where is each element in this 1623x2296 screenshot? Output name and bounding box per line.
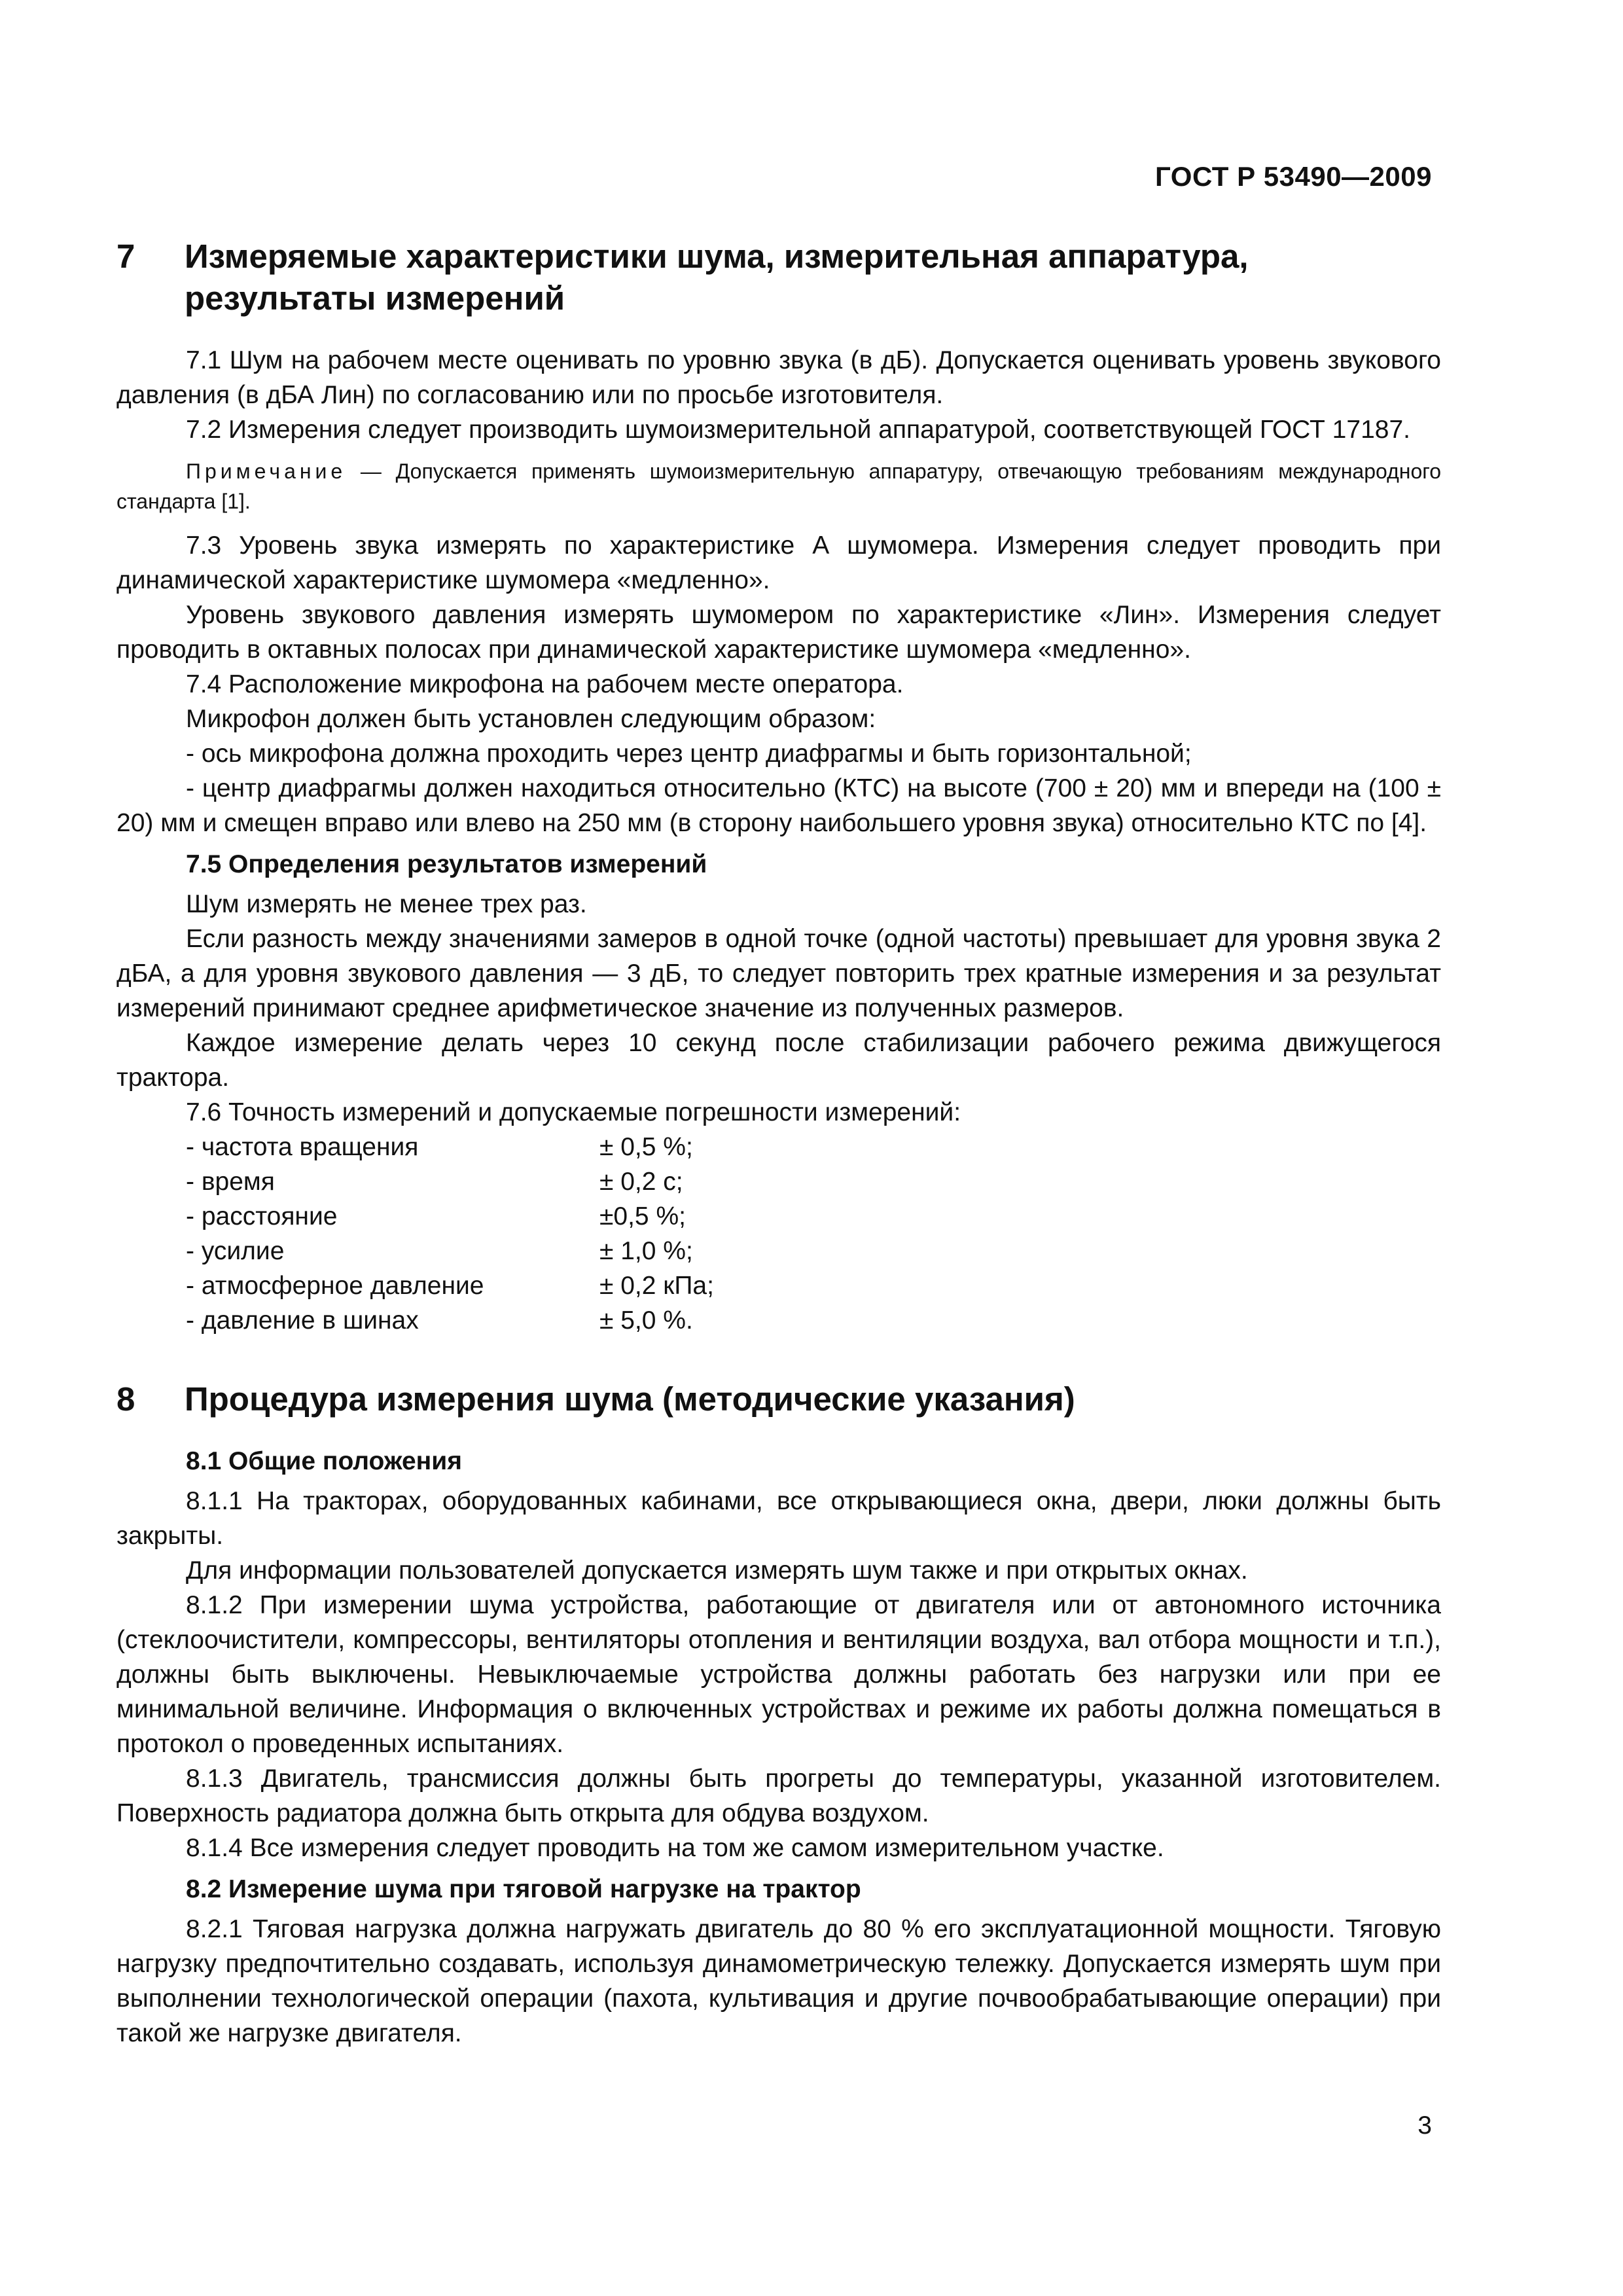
tolerance-value: ± 0,2 с; <box>599 1168 683 1196</box>
section-8-heading <box>116 1378 1441 1420</box>
paragraph-8-1-1: 8.1.1 На тракторах, оборудованных кабинами, все открывающиеся окна, двери, люки должны быть закрыты. <box>116 1487 1441 1550</box>
tolerance-value: ± 0,2 кПа; <box>599 1272 714 1300</box>
subsection-7-5-heading: 7.5 Определения результатов измерений <box>186 850 707 878</box>
subsection-8-2-heading: 8.2 Измерение шума при тяговой нагрузке на трактор <box>186 1875 861 1903</box>
note <box>116 456 1441 516</box>
tolerance-row <box>116 1234 1441 1268</box>
note-text: — Допускается применять шумоизмерительную аппаратуру, отвечающую требованиям международного стандарта [1]. <box>116 459 1442 513</box>
section-7-heading <box>116 236 1441 319</box>
tolerance-row <box>116 1199 1441 1234</box>
section-8-title: Процедура измерения шума (методические указания) <box>185 1380 1075 1418</box>
tolerance-label: - усилие <box>186 1237 285 1265</box>
paragraph-8-1-3: 8.1.3 Двигатель, трансмиссия должны быть прогреты до температуры, указанной изготовителем. Поверхность радиатора должна быть открыта для обдува воздухом. <box>116 1765 1441 1827</box>
paragraph-7-3-b: Уровень звукового давления измерять шумомером по характеристике «Лин». Измерения следует проводить в октавных полосах при динамической характеристике шумомера «медленно». <box>116 601 1441 664</box>
tolerance-label: - расстояние <box>186 1202 338 1230</box>
paragraph-7-5-b: Если разность между значениями замеров в одной точке (одной частоты) превышает для уровня звука 2 дБА, а для уровня звукового давления — 3 дБ, то следует повторить трех кратные измерения и за результат измерений принимают среднее арифметическое значение из полученных размеров. <box>116 925 1441 1022</box>
section-7-number: 7 <box>116 238 135 275</box>
tolerance-list <box>116 1130 1441 1338</box>
paragraph-7-5-a: Шум измерять не менее трех раз. <box>186 890 587 918</box>
tolerance-label: - атмосферное давление <box>186 1272 484 1300</box>
page-content <box>116 236 1441 2051</box>
paragraph-8-2-1: 8.2.1 Тяговая нагрузка должна нагружать двигатель до 80 % его эксплуатационной мощности. Тяговую нагрузку предпочтительно создавать, используя динамометрическую тележку. Допускается измерять шум при выполнении технологической операции (пахота, культивация и другие почвообрабатывающие операции) при такой же нагрузке двигателя. <box>116 1915 1441 2047</box>
page-number: 3 <box>1418 2111 1432 2140</box>
tolerance-row <box>116 1130 1441 1164</box>
tolerance-value: ± 0,5 %; <box>599 1133 693 1161</box>
paragraph-7-2: 7.2 Измерения следует производить шумоизмерительной аппаратурой, соответствующей ГОСТ 17187. <box>186 416 1410 444</box>
paragraph-8-1-2: 8.1.2 При измерении шума устройства, работающие от двигателя или от автономного источника (стеклоочистители, компрессоры, вентиляторы отопления и вентиляции воздуха, вал отбора мощности и т.п.), должны быть выключены. Невыключаемые устройства должны работать без нагрузки или при ее минимальной величине. Информация о включенных устройствах и режиме их работы должна помещаться в протокол о проведенных испытаниях. <box>116 1591 1441 1758</box>
tolerance-value: ± 5,0 %. <box>599 1306 693 1335</box>
note-label: Примечание <box>186 459 347 483</box>
paragraph-7-4-c: - ось микрофона должна проходить через центр диафрагмы и быть горизонтальной; <box>186 740 1192 768</box>
paragraph-7-4-d: - центр диафрагмы должен находиться относительно (КТС) на высоте (700 ± 20) мм и впереди на (100 ± 20) мм и смещен вправо или влево на 250 мм (в сторону наибольшего уровня звука) относительно КТС по [4]. <box>116 774 1441 837</box>
tolerance-label: - время <box>186 1168 275 1196</box>
document-code: ГОСТ Р 53490—2009 <box>1155 161 1432 192</box>
tolerance-row <box>116 1164 1441 1199</box>
paragraph-8-1-4: 8.1.4 Все измерения следует проводить на том же самом измерительном участке. <box>186 1834 1164 1862</box>
paragraph-7-3: 7.3 Уровень звука измерять по характеристике А шумомера. Измерения следует проводить при динамической характеристике шумомера «медленно». <box>116 531 1441 594</box>
tolerance-row <box>116 1268 1441 1303</box>
section-8-number: 8 <box>116 1380 135 1418</box>
paragraph-7-4: 7.4 Расположение микрофона на рабочем месте оператора. <box>186 670 904 698</box>
section-7-title: Измеряемые характеристики шума, измерительная аппаратура, результаты измерений <box>185 238 1249 317</box>
tolerance-label: - давление в шинах <box>186 1306 419 1335</box>
tolerance-row <box>116 1303 1441 1338</box>
paragraph-7-1: 7.1 Шум на рабочем месте оценивать по уровню звука (в дБ). Допускается оценивать уровень звукового давления (в дБА Лин) по согласованию или по просьбе изготовителя. <box>116 346 1441 409</box>
tolerance-label: - частота вращения <box>186 1133 419 1161</box>
tolerance-value: ±0,5 %; <box>599 1202 686 1230</box>
paragraph-7-6: 7.6 Точность измерений и допускаемые погрешности измерений: <box>186 1098 961 1126</box>
paragraph-7-4-b: Микрофон должен быть установлен следующим образом: <box>186 705 876 733</box>
paragraph-7-5-c: Каждое измерение делать через 10 секунд после стабилизации рабочего режима движущегося трактора. <box>116 1029 1441 1092</box>
tolerance-value: ± 1,0 %; <box>599 1237 693 1265</box>
paragraph-8-1-1-b: Для информации пользователей допускается измерять шум также и при открытых окнах. <box>186 1556 1248 1585</box>
subsection-8-1-heading: 8.1 Общие положения <box>186 1447 462 1475</box>
